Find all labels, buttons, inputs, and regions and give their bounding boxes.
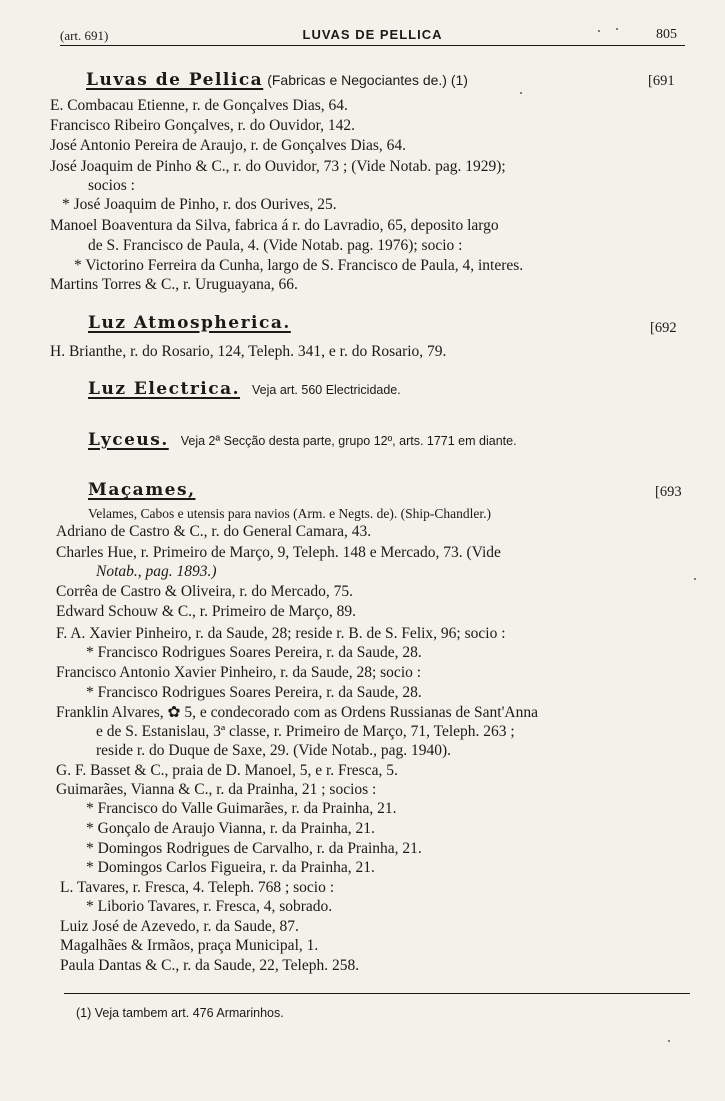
entry-line: Manoel Boaventura da Silva, fabrica á r. do Lavradio, 65, deposito largo	[50, 217, 499, 234]
entry-line: * Francisco Rodrigues Soares Pereira, r. da Saude, 28.	[86, 644, 422, 661]
entry-line: * Liborio Tavares, r. Fresca, 4, sobrado.	[86, 898, 333, 915]
header-title: LUVAS DE PELLICA	[302, 27, 443, 42]
entry-line: de S. Francisco de Paula, 4. (Vide Notab. pag. 1976); socio :	[88, 237, 463, 254]
article-number: [691	[648, 73, 675, 89]
entry-line: reside r. do Duque de Saxe, 29. (Vide Notab., pag. 1940).	[96, 742, 452, 759]
entry-line: Magalhães & Irmãos, praça Municipal, 1.	[60, 937, 319, 954]
entry-line: L. Tavares, r. Fresca, 4. Teleph. 768 ; socio :	[60, 879, 335, 896]
entry-line: Adriano de Castro & C., r. do General Camara, 43.	[56, 523, 372, 540]
entry-line: E. Combacau Etienne, r. de Gonçalves Dias, 64.	[50, 97, 348, 114]
entry-line: * Francisco do Valle Guimarães, r. da Prainha, 21.	[86, 800, 397, 817]
footnote-rule	[64, 993, 690, 994]
entry-line: Francisco Antonio Xavier Pinheiro, r. da Saude, 28; socio :	[56, 664, 422, 681]
section-heading: Luz Electrica.	[88, 379, 241, 399]
scan-speck	[616, 28, 618, 30]
entry-line: * Domingos Carlos Figueira, r. da Prainha, 21.	[86, 859, 375, 876]
entry-line: Guimarães, Vianna & C., r. da Prainha, 21 ; socios :	[56, 781, 377, 798]
entry-line: José Antonio Pereira de Araujo, r. de Gonçalves Dias, 64.	[50, 137, 406, 154]
scan-speck	[668, 1040, 670, 1042]
entry-line: Notab., pag. 1893.)	[96, 563, 217, 580]
section-heading: Luvas de Pellica	[86, 70, 264, 90]
entry-line: G. F. Basset & C., praia de D. Manoel, 5, e r. Fresca, 5.	[56, 762, 398, 779]
entry-line: Luiz José de Azevedo, r. da Saude, 87.	[60, 918, 299, 935]
entry-line: * Victorino Ferreira da Cunha, largo de S. Francisco de Paula, 4, interes.	[74, 257, 524, 274]
scan-speck	[694, 578, 696, 580]
section-heading: Luz Atmospherica.	[88, 313, 291, 333]
entry-line: Franklin Alvares, ✿ 5, e condecorado com as Ordens Russianas de Sant'Anna	[56, 704, 538, 721]
entry-line: * Domingos Rodrigues de Carvalho, r. da Prainha, 21.	[86, 840, 422, 857]
article-number: [692	[650, 320, 677, 336]
entry-line: * Francisco Rodrigues Soares Pereira, r. da Saude, 28.	[86, 684, 422, 701]
entry-line: e de S. Estanislau, 3ª classe, r. Primeiro de Março, 71, Teleph. 263 ;	[96, 723, 515, 740]
header-rule	[60, 45, 685, 46]
entry-line: socios :	[88, 177, 135, 194]
section-heading-row	[86, 70, 468, 91]
entry-line: Velames, Cabos e utensis para navios (Arm. e Negts. de). (Ship-Chandler.)	[88, 506, 492, 521]
section-heading-row	[88, 313, 291, 334]
entry-line: Francisco Ribeiro Gonçalves, r. do Ouvidor, 142.	[50, 117, 356, 134]
entry-line: * Gonçalo de Araujo Vianna, r. da Prainha, 21.	[86, 820, 375, 837]
entry-line: Martins Torres & C., r. Uruguayana, 66.	[50, 276, 298, 293]
section-heading: Maçames,	[88, 480, 196, 500]
entry-line: Paula Dantas & C., r. da Saude, 22, Teleph. 258.	[60, 957, 360, 974]
entry-line	[50, 157, 506, 177]
entry-line: H. Brianthe, r. do Rosario, 124, Teleph. 341, e r. do Rosario, 79.	[50, 343, 447, 360]
entry-line: Corrêa de Castro & Oliveira, r. do Mercado, 75.	[56, 583, 353, 600]
scan-speck	[520, 92, 522, 94]
section-heading-row	[88, 480, 196, 501]
section-heading-row	[88, 379, 401, 400]
footnote: (1) Veja tambem art. 476 Armarinhos.	[76, 1006, 284, 1020]
entry-text: José Joaquim de Pinho & C., r. do Ouvidor, 73 ; (Vide Notab. pag. 1929);	[50, 158, 506, 175]
entry-line: Charles Hue, r. Primeiro de Março, 9, Teleph. 148 e Mercado, 73. (Vide	[56, 544, 501, 561]
entry-line: Edward Schouw & C., r. Primeiro de Março, 89.	[56, 603, 357, 620]
scan-speck	[598, 30, 600, 32]
section-note: Veja 2ª Secção desta parte, grupo 12º, arts. 1771 em diante.	[180, 434, 517, 448]
entry-line: * José Joaquim de Pinho, r. dos Ourives, 25.	[62, 196, 337, 213]
article-number: [693	[655, 484, 682, 500]
section-note: Veja art. 560 Electricidade.	[252, 383, 401, 397]
page-number: 805	[656, 27, 677, 42]
header-article-ref: (art. 691)	[60, 28, 109, 43]
running-header	[60, 26, 685, 44]
section-heading: Lyceus.	[88, 430, 169, 450]
entry-line: F. A. Xavier Pinheiro, r. da Saude, 28; reside r. B. de S. Felix, 96; socio :	[56, 625, 506, 642]
section-note: (Fabricas e Negociantes de.) (1)	[267, 72, 468, 88]
section-heading-row	[88, 430, 517, 451]
